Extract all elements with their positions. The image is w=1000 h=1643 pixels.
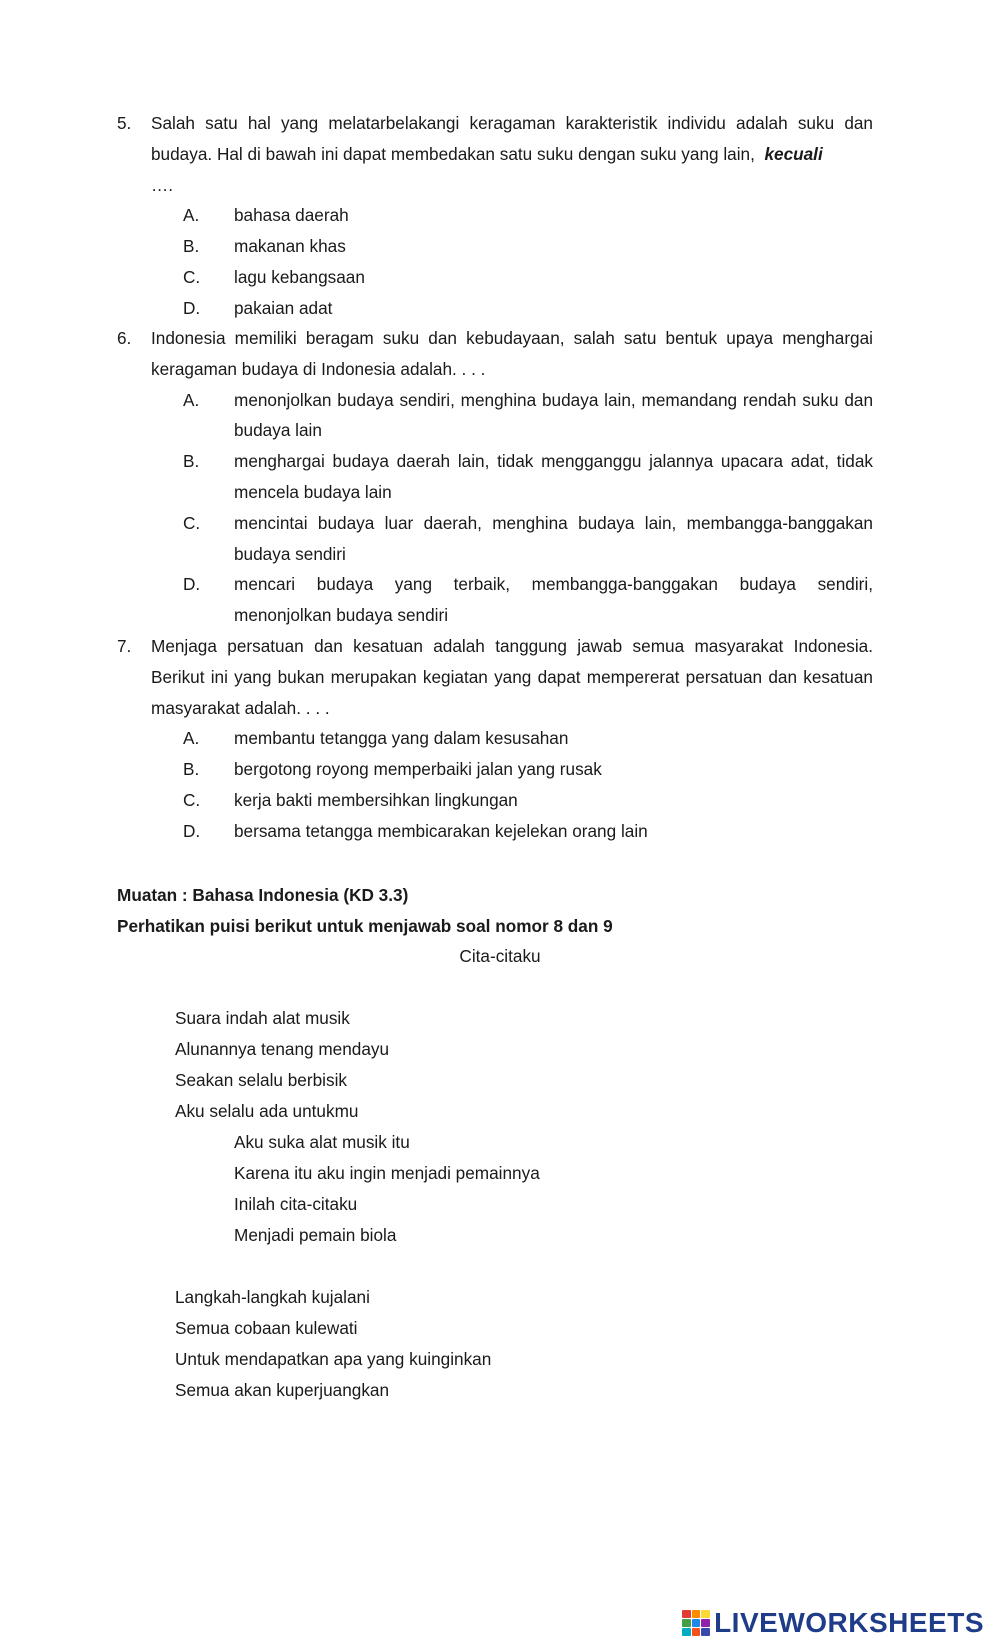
logo-square (692, 1628, 701, 1636)
poem-line: Seakan selalu berbisik (175, 1070, 347, 1090)
logo-square (701, 1610, 710, 1618)
option-text: menghargai budaya daerah lain, tidak mengganggu jalannya upacara adat, tidak mencela budaya lain (234, 451, 873, 502)
option-text: pakaian adat (234, 297, 333, 318)
option-label: B. (183, 451, 200, 472)
option-label: A. (183, 728, 200, 749)
question-5-option-c[interactable] (151, 262, 873, 293)
section-subject: Muatan : Bahasa Indonesia (KD 3.3) (117, 885, 409, 905)
option-text: bergotong royong memperbaiki jalan yang rusak (234, 759, 602, 780)
question-6-number: 6. (117, 328, 132, 348)
option-text: makanan khas (234, 236, 346, 257)
question-7-text: Menjaga persatuan dan kesatuan adalah tanggung jawab semua masyarakat Indonesia. Berikut ini yang bukan merupakan kegiatan yang dapat mempererat persatuan dan kesatuan masyarakat adalah. . . . (151, 636, 873, 718)
option-text: lagu kebangsaan (234, 266, 365, 287)
option-label: C. (183, 512, 201, 533)
option-text: mencintai budaya luar daerah, menghina budaya lain, membangga-banggakan budaya sendiri (234, 512, 873, 564)
poem-line: Semua cobaan kulewati (175, 1318, 358, 1338)
poem-line: Inilah cita-citaku (234, 1194, 358, 1214)
poem-line: Alunannya tenang mendayu (175, 1039, 390, 1059)
option-text: mencari budaya yang terbaik, membangga-banggakan budaya sendiri, menonjolkan budaya sendiri (234, 574, 873, 626)
question-5-options (151, 200, 873, 323)
question-5 (151, 108, 873, 324)
option-text: kerja bakti membersihkan lingkungan (234, 789, 518, 810)
option-text: bersama tetangga membicarakan kejelekan orang lain (234, 820, 648, 841)
poem-line: Langkah-langkah kujalani (175, 1287, 370, 1307)
option-label: C. (183, 266, 201, 287)
question-5-text (151, 108, 873, 200)
logo-square (682, 1619, 691, 1627)
question-7-option-d[interactable] (151, 816, 873, 847)
question-5-option-a[interactable] (151, 200, 873, 231)
liveworksheets-wordmark: LIVEWORKSHEETS (714, 1607, 984, 1638)
question-5-text-end: …. (151, 174, 173, 195)
question-5-text-main: Salah satu hal yang melatarbelakangi keragaman karakteristik individu adalah suku dan budaya. Hal di bawah ini dapat membedakan satu suku dengan suku yang lain, (151, 113, 873, 164)
poem-line: Untuk mendapatkan apa yang kuinginkan (175, 1349, 492, 1369)
logo-square (692, 1610, 701, 1618)
question-7-option-a[interactable] (151, 723, 873, 754)
poem-line: Menjadi pemain biola (234, 1225, 397, 1245)
option-text: menonjolkan budaya sendiri, menghina budaya lain, memandang rendah suku dan budaya lain (234, 389, 873, 441)
question-6-option-b[interactable] (151, 446, 873, 508)
option-label: C. (183, 789, 201, 810)
option-label: D. (183, 297, 201, 318)
section-instruction: Perhatikan puisi berikut untuk menjawab soal nomor 8 dan 9 (117, 916, 613, 936)
question-7 (151, 631, 873, 847)
option-label: D. (183, 574, 201, 595)
logo-square (701, 1619, 710, 1627)
question-6 (151, 323, 873, 631)
poem-line: Aku selalu ada untukmu (175, 1101, 359, 1121)
poem-line: Suara indah alat musik (175, 1008, 350, 1028)
logo-square (682, 1610, 691, 1618)
poem-line: Semua akan kuperjuangkan (175, 1380, 390, 1400)
question-5-number: 5. (117, 113, 132, 133)
question-5-option-d[interactable] (151, 293, 873, 324)
question-6-option-d[interactable] (151, 569, 873, 631)
option-label: B. (183, 236, 200, 257)
option-label: B. (183, 759, 200, 780)
poem-title: Cita-citaku (459, 946, 541, 966)
option-label: D. (183, 820, 201, 841)
question-7-options (151, 723, 873, 846)
liveworksheets-watermark[interactable] (682, 1607, 984, 1639)
logo-square (692, 1619, 701, 1627)
question-5-option-b[interactable] (151, 231, 873, 262)
option-label: A. (183, 389, 200, 410)
question-6-option-a[interactable] (151, 385, 873, 447)
option-text: bahasa daerah (234, 205, 349, 226)
question-7-option-c[interactable] (151, 785, 873, 816)
poem-line: Aku suka alat musik itu (234, 1132, 410, 1152)
liveworksheets-logo-icon (682, 1610, 710, 1636)
logo-square (682, 1628, 691, 1636)
logo-square (701, 1628, 710, 1636)
question-6-text: Indonesia memiliki beragam suku dan kebudayaan, salah satu bentuk upaya menghargai keragaman budaya di Indonesia adalah. . . . (151, 328, 873, 379)
question-6-option-c[interactable] (151, 508, 873, 570)
question-7-option-b[interactable] (151, 754, 873, 785)
option-text: membantu tetangga yang dalam kesusahan (234, 728, 569, 749)
option-label: A. (183, 205, 200, 226)
question-6-options (151, 385, 873, 631)
poem-line: Karena itu aku ingin menjadi pemainnya (234, 1163, 540, 1183)
question-5-emphasis: kecuali (764, 143, 823, 164)
question-7-number: 7. (117, 636, 132, 656)
